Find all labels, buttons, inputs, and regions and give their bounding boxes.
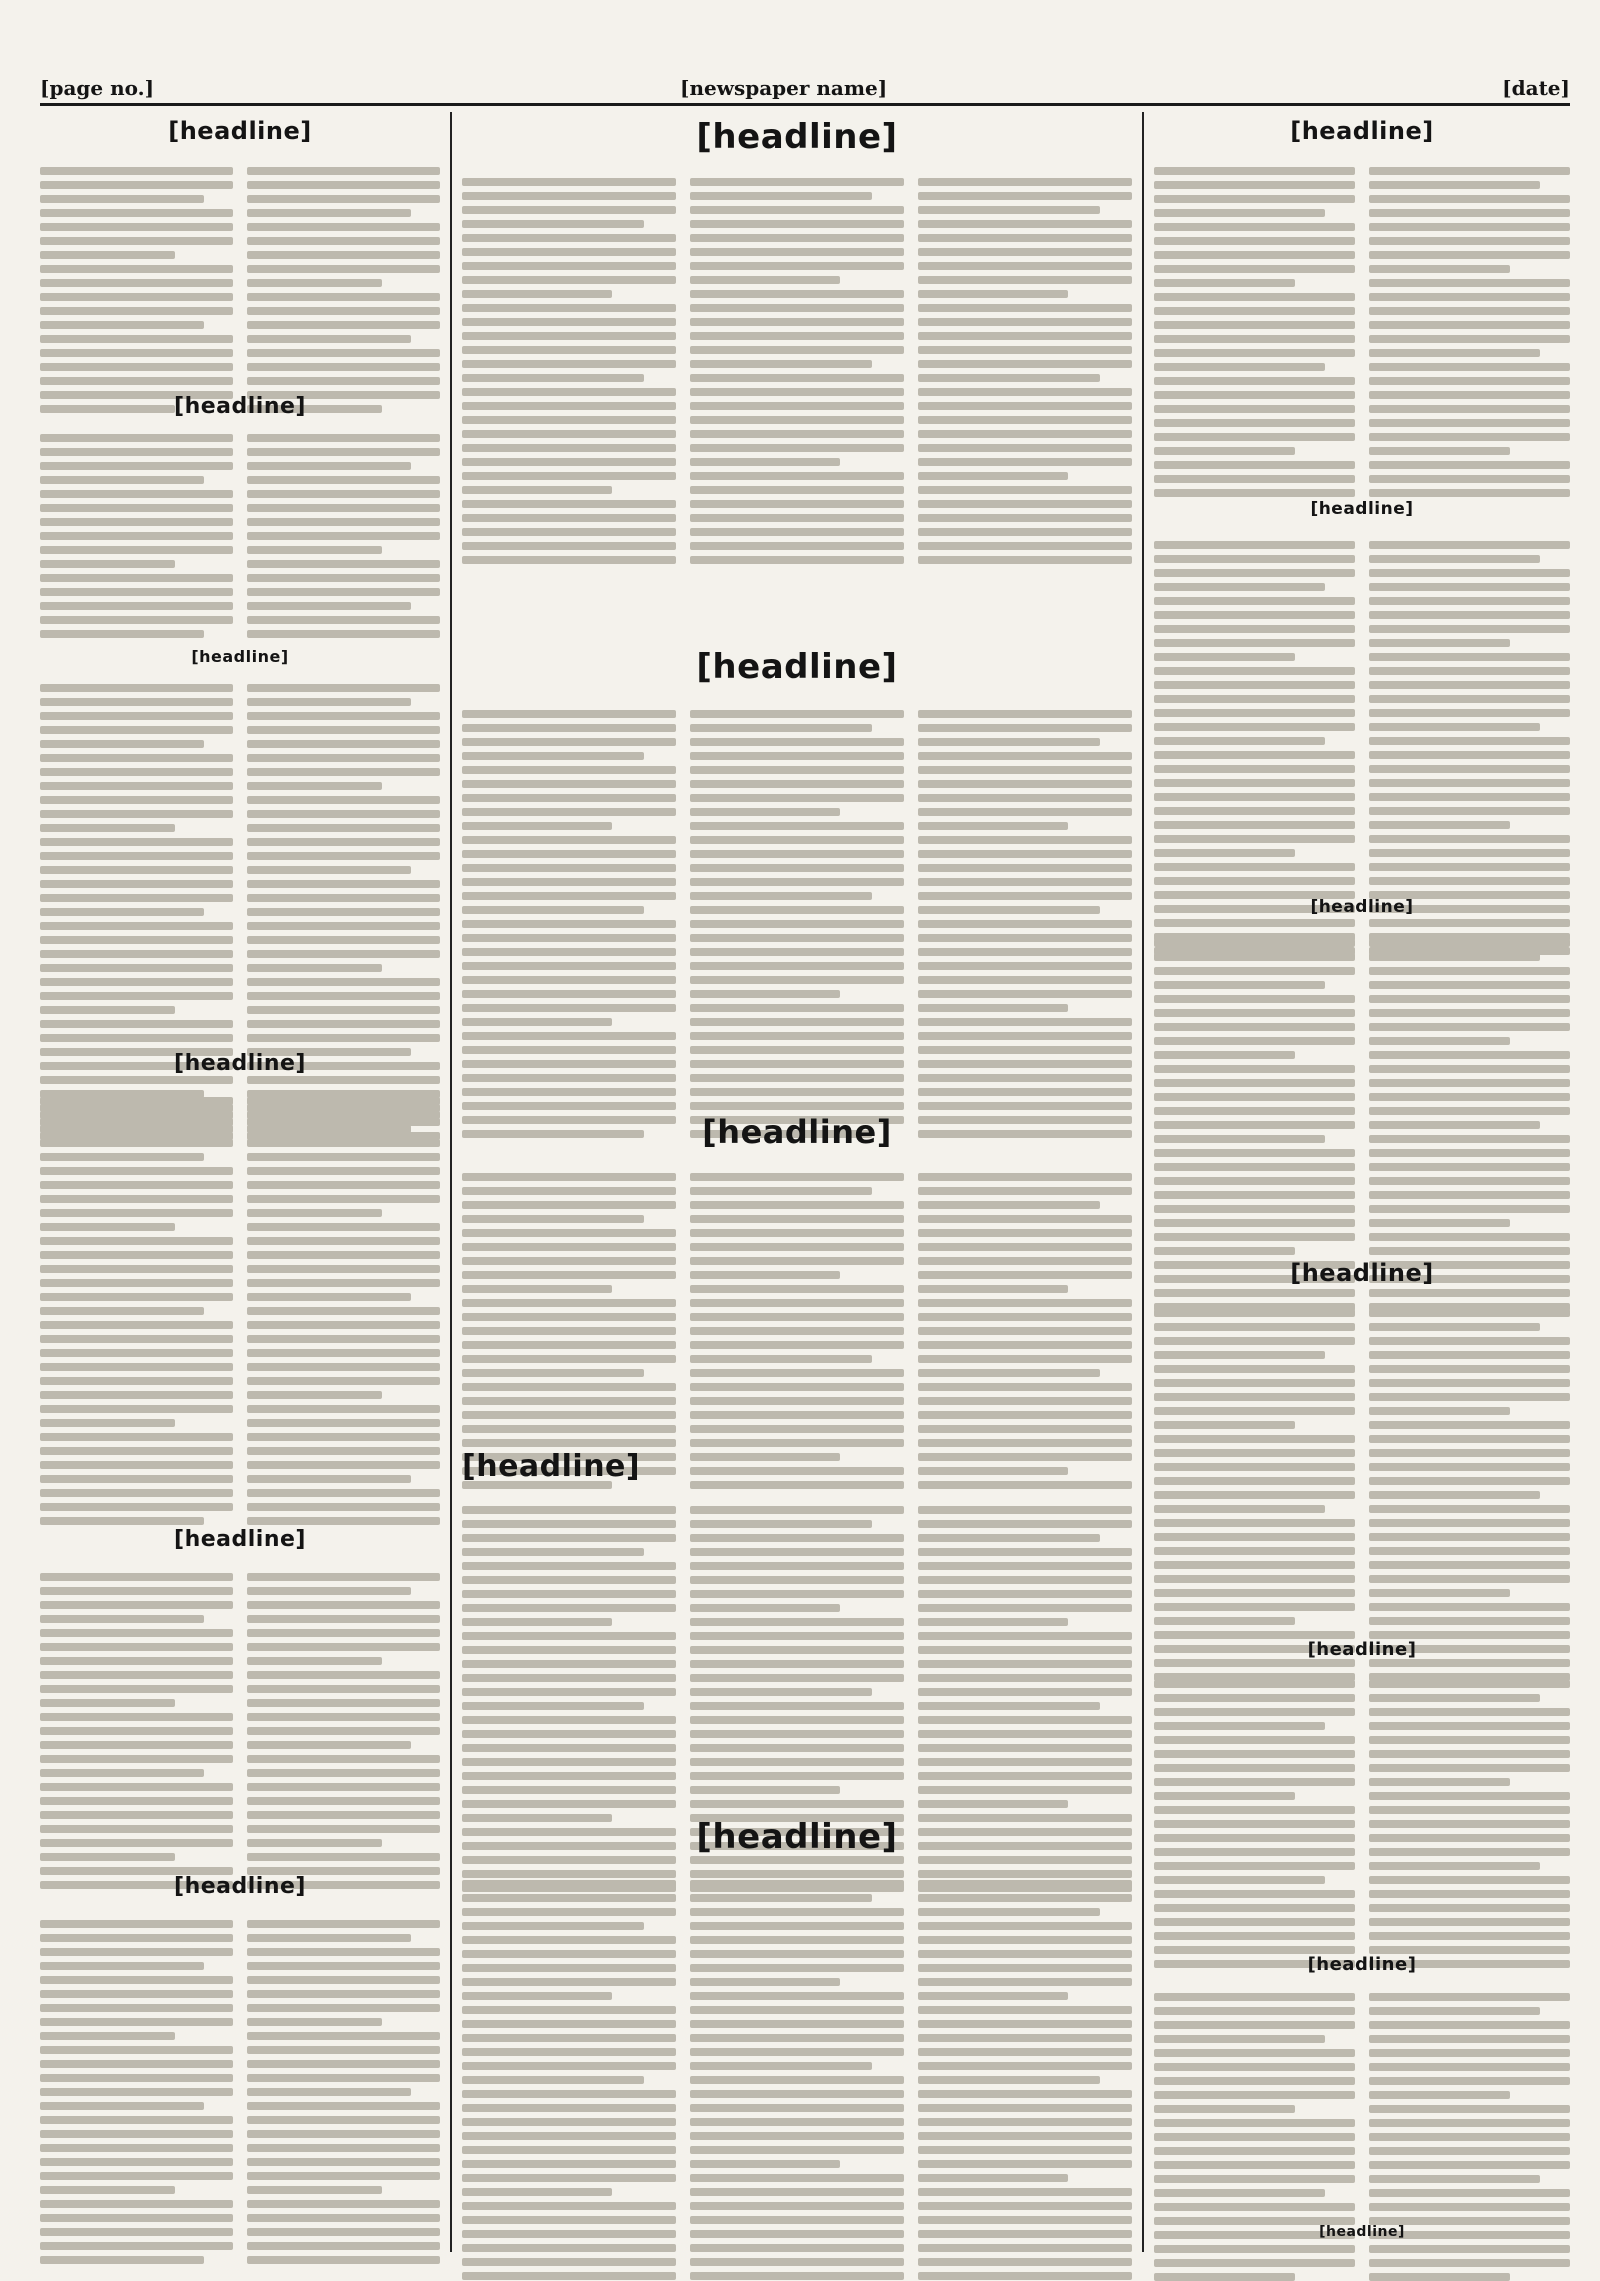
article-3 (40, 1052, 440, 1525)
article-1 (40, 395, 440, 638)
article-10 (462, 1818, 1132, 2281)
article-17 (1154, 2225, 1570, 2241)
newspaper-name: [newspaper name] (680, 76, 888, 100)
article-headline: [headline] (1310, 499, 1414, 519)
article-4 (40, 1528, 440, 1889)
article-headline: [headline] (168, 117, 312, 145)
article-0 (40, 118, 440, 413)
article-headline: [headline] (696, 1817, 898, 1857)
article-headline: [headline] (702, 1113, 892, 1151)
article-headline: [headline] (191, 647, 289, 666)
column-rule-right (1142, 112, 1144, 2252)
page-number: [page no.] (40, 76, 155, 100)
article-11 (1154, 118, 1570, 497)
article-headline: [headline] (696, 647, 898, 687)
article-headline: [headline] (462, 1449, 641, 1484)
article-headline: [headline] (1307, 1639, 1417, 1660)
issue-date: [date] (1502, 76, 1570, 100)
article-headline: [headline] (1319, 2224, 1405, 2240)
article-6 (462, 118, 1132, 564)
article-headline: [headline] (1307, 1954, 1417, 1975)
article-8 (462, 1115, 1132, 1489)
article-5 (40, 1875, 440, 2264)
article-headline: [headline] (174, 1527, 306, 1552)
article-headline: [headline] (1310, 897, 1414, 917)
article-7 (462, 648, 1132, 1138)
article-headline: [headline] (174, 1051, 306, 1076)
article-13 (1154, 898, 1570, 1311)
article-12 (1154, 500, 1570, 955)
article-headline: [headline] (1290, 1259, 1434, 1287)
page-header (40, 70, 1570, 106)
article-headline: [headline] (1290, 117, 1434, 145)
article-14 (1154, 1260, 1570, 1681)
article-15 (1154, 1640, 1570, 1968)
article-headline: [headline] (174, 394, 306, 419)
article-headline: [headline] (696, 117, 898, 157)
article-headline: [headline] (174, 1874, 306, 1899)
column-rule-left (450, 112, 452, 2252)
